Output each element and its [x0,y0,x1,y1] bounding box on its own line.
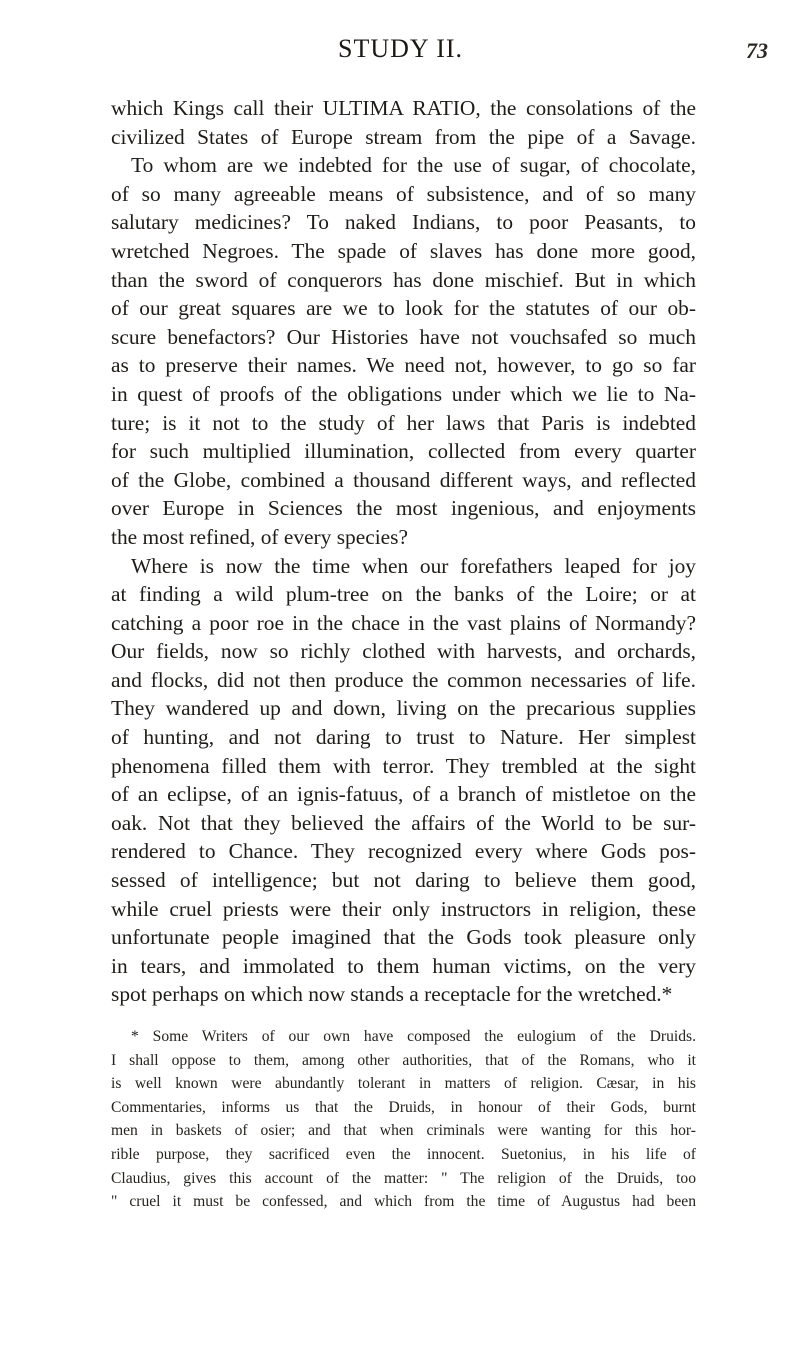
footnote-line: rible purpose, they sacrificed even the innocent. Suetonius, in his life of [111,1145,696,1163]
body-line: salutary medicines? To naked Indians, to poor Peasants, to [111,210,696,235]
body-line: of hunting, and not daring to trust to Nature. Her simplest [111,725,696,750]
footnote-line: Claudius, gives this account of the matter: " The religion of the Druids, too [111,1169,696,1187]
body-line: at finding a wild plum-tree on the banks of the Loire; or at [111,582,696,607]
body-line: To whom are we indebted for the use of sugar, of chocolate, [131,153,696,178]
footnote-line: * Some Writers of our own have composed the eulogium of the Druids. [131,1028,696,1045]
footnote-line: " cruel it must be confessed, and which from the time of Augustus had been [111,1193,696,1211]
footnote-line: I shall oppose to them, among other authorities, that of the Romans, who it [111,1051,696,1069]
body-line: which Kings call their ULTIMA RATIO, the consolations of the [111,96,696,120]
running-head: STUDY II. [338,34,464,63]
body-line: wretched Negroes. The spade of slaves has done more good, [111,238,696,263]
body-line: Our fields, now so richly clothed with harvests, and orchards, [111,639,696,664]
body-line: phenomena filled them with terror. They trembled at the sight [111,753,696,778]
footnote [111,1025,696,1214]
body-line: They wandered up and down, living on the precarious supplies [111,696,696,721]
body-line: as to preserve their names. We need not, however, to go so far [111,353,696,378]
body-line: of our great squares are we to look for the statutes of our ob- [111,296,696,321]
body-line: catching a poor roe in the chace in the vast plains of Normandy? [111,610,696,635]
body-line: ture; is it not to the study of her laws that Paris is indebted [111,410,696,435]
body-line: of so many agreeable means of subsistence, and of so many [111,181,696,206]
body-line: and flocks, did not then produce the common necessaries of life. [111,667,696,692]
page-header [0,34,800,74]
body-line: Where is now the time when our forefathers leaped for joy [131,553,696,578]
body-line: over Europe in Sciences the most ingenious, and enjoyments [111,496,696,521]
body-line: than the sword of conquerors has done mischief. But in which [111,267,696,292]
body-line: civilized States of Europe stream from the pipe of a Savage. [111,124,696,149]
body-line: in tears, and immolated to them human victims, on the very [111,953,696,978]
body-line: unfortunate people imagined that the Gods took pleasure only [111,925,696,950]
body-line: oak. Not that they believed the affairs of the World to be sur- [111,810,696,835]
footnote-line: Commentaries, informs us that the Druids, in honour of their Gods, burnt [111,1098,696,1116]
body-line: scure benefactors? Our Histories have not vouchsafed so much [111,324,696,349]
body-line: while cruel priests were their only instructors in religion, these [111,896,696,921]
body-line: in quest of proofs of the obligations under which we lie to Na- [111,381,696,406]
body-line: sessed of intelligence; but not daring to believe them good, [111,868,696,893]
body-line: rendered to Chance. They recognized every where Gods pos- [111,839,696,864]
footnote-line: is well known were abundantly tolerant in matters of religion. Cæsar, in his [111,1075,696,1093]
body-line: spot perhaps on which now stands a receptacle for the wretched.* [111,982,673,1007]
body-line: of the Globe, combined a thousand different ways, and reflected [111,467,696,492]
footnote-line: men in baskets of osier; and that when criminals were wanting for this hor- [111,1122,696,1140]
body-line: the most refined, of every species? [111,524,408,549]
body-text [111,94,696,1009]
body-line: for such multiplied illumination, collected from every quarter [111,439,696,464]
body-line: of an eclipse, of an ignis-fatuus, of a branch of mistletoe on the [111,782,696,807]
page-number: 73 [746,38,768,63]
